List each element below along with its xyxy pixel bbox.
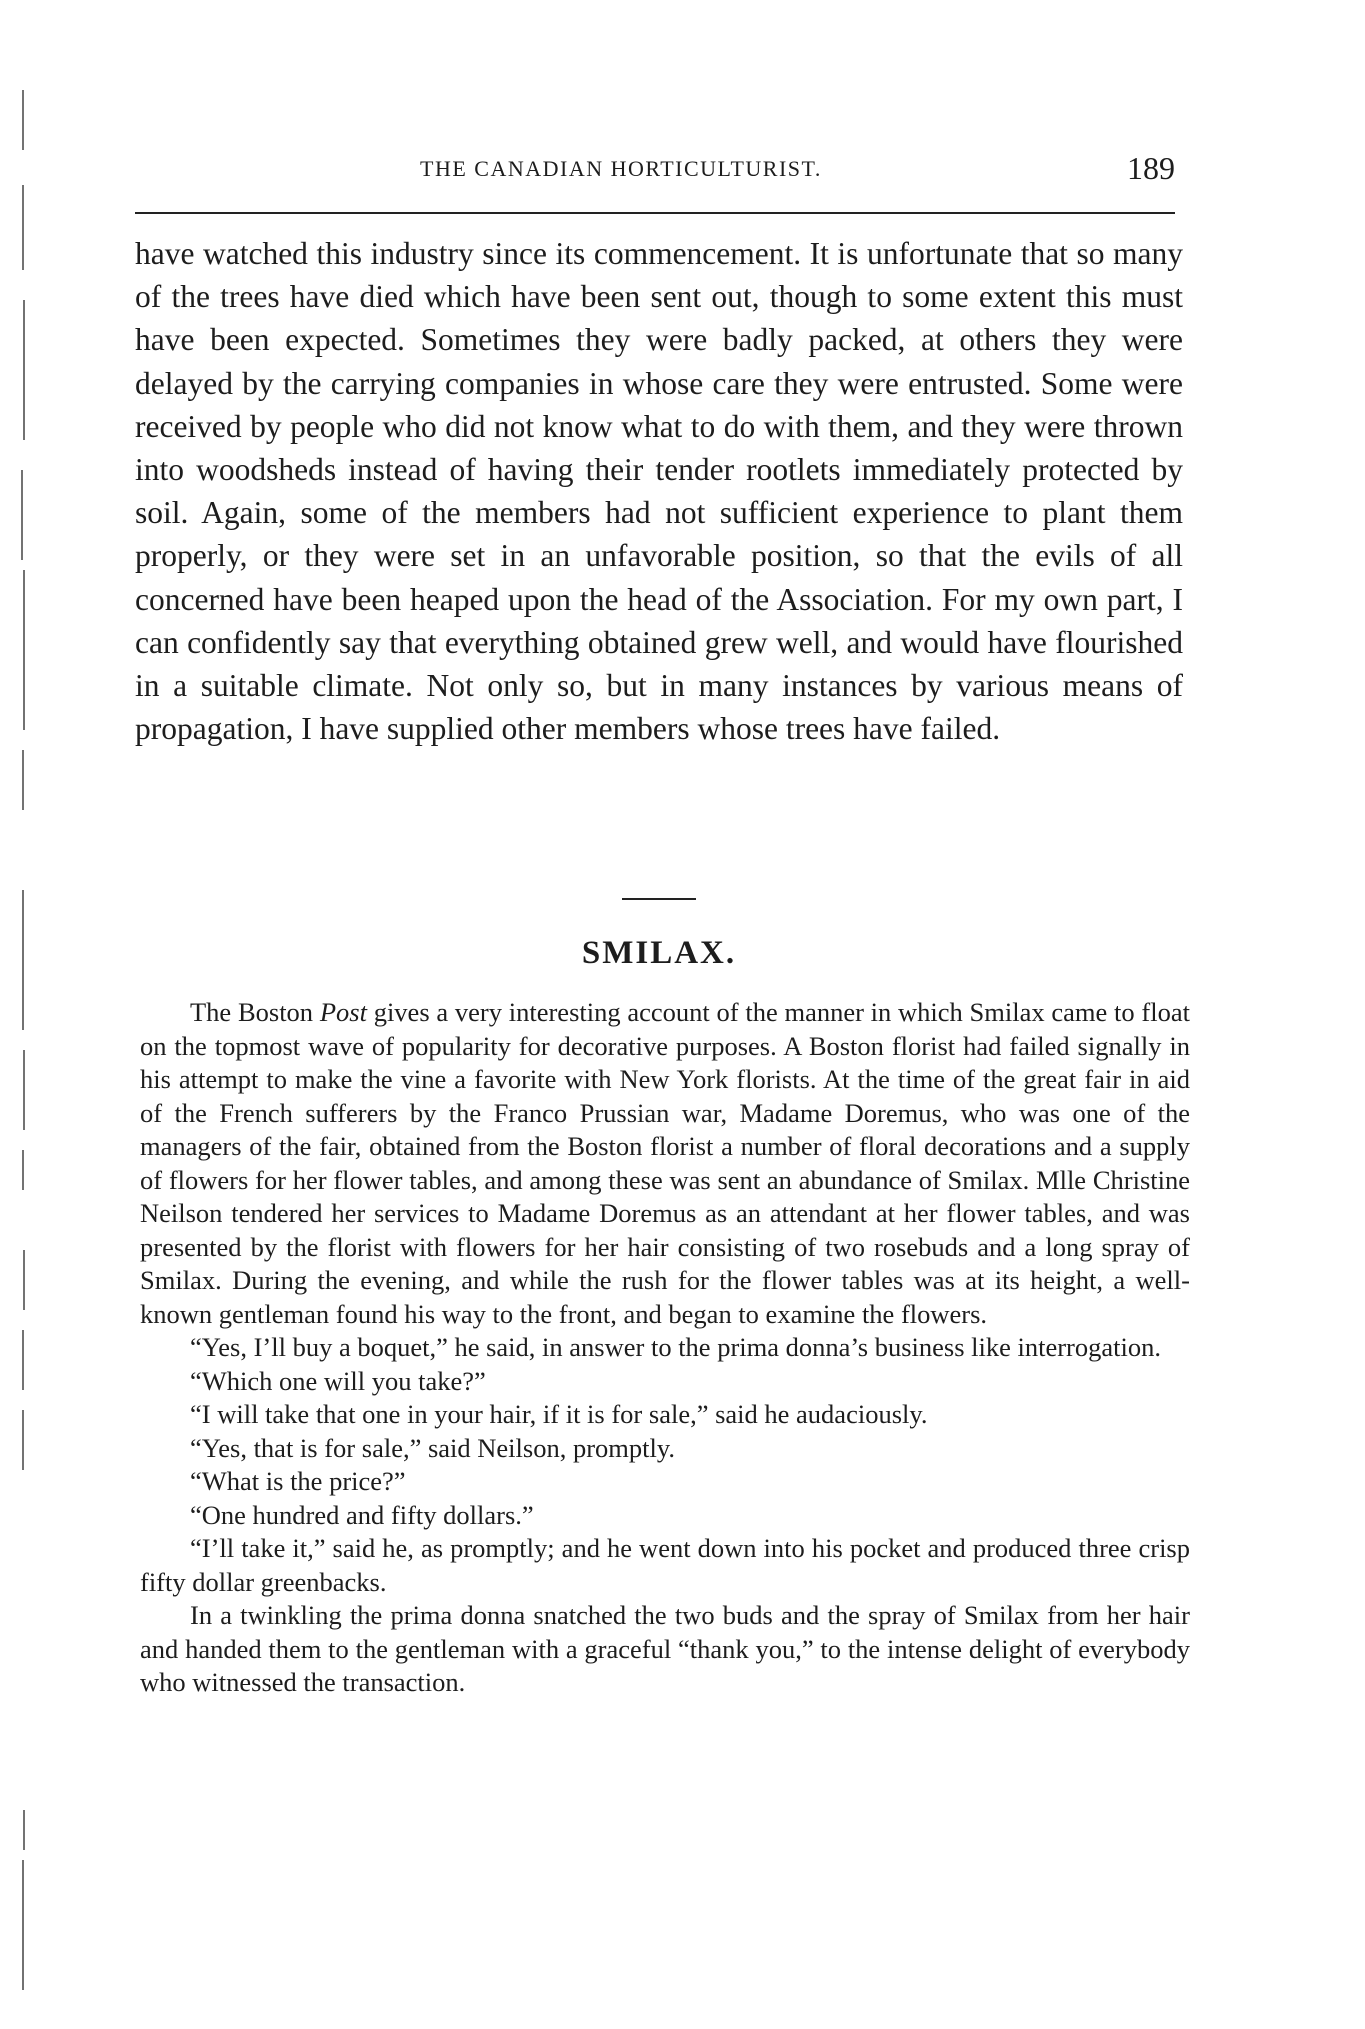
continuation-paragraph: have watched this industry since its commencement. It is unfortunate that so many of the trees have died which have been sent out, though to some extent this must have been expected. Sometimes they were badly packed, at others they were delayed by the carrying companies in whose care they were entrusted. Some were received by people who did not know what to do with them, and they were thrown into woodsheds instead of having their tender rootlets immediately protected by soil. Again, some of the members had not sufficient experience to plant them properly, or they were set in an unfavorable position, so that the evils of all concerned have been heaped upon the head of the Association. For my own part, I can confidently say that everything obtained grew well, and would have flourished in a suitable climate. Not only so, but in many instances by various means of propagation, I have supplied other members whose trees have failed. [135, 236, 1183, 747]
header-rule [135, 212, 1175, 214]
dialogue-line: “One hundred and fifty dollars.” [190, 1499, 534, 1530]
running-title: THE CANADIAN HORTICULTURIST. [420, 156, 822, 181]
page-number: 189 [1127, 150, 1175, 186]
article-body [140, 996, 1190, 1700]
dialogue-line: “I’ll take it,” said he, as promptly; and he went down into his pocket and produced three crisp fifty dollar greenbacks. [140, 1533, 1190, 1597]
dialogue-line: “What is the price?” [190, 1466, 406, 1496]
binding-edge-marks [14, 90, 32, 1990]
dialogue-line: “Which one will you take?” [190, 1365, 486, 1396]
dialogue-line: “Yes, I’ll buy a boquet,” he said, in answer to the prima donna’s business like interrogation. [190, 1332, 1161, 1362]
article-intro-paragraph [140, 996, 1190, 1331]
dialogue-line: “I will take that one in your hair, if it is for sale,” said he audaciously. [190, 1399, 928, 1429]
article-title: SMILAX. [581, 935, 737, 971]
intro-text-rest: gives a very interesting account of the manner in which Smilax came to float on the topmost wave of popularity for decorative purposes. A Boston florist had failed signally in his attempt to make the vine a favorite with New York florists. At the time of the great fair in aid of the French sufferers by the Franco Prussian war, Madame Doremus, who was one of the managers of the fair, obtained from the Boston florist a number of floral decorations and a supply of flowers for her flower tables, and among these was sent an abundance of Smilax. Mlle Christine Neilson tendered her services to Madame Doremus as an attendant at her flower tables, and was presented by the florist with flowers for her hair consisting of two rosebuds and a long spray of Smilax. During the evening, and while the rush for the flower tables was at its height, a well-known gentleman found his way to the front, and began to examine the flowers. [140, 997, 1190, 1329]
running-header [135, 150, 1175, 190]
dialogue-line: “Yes, that is for sale,” said Neilson, promptly. [190, 1432, 676, 1463]
intro-text-start: The Boston [190, 997, 320, 1027]
newspaper-name: Post [319, 997, 367, 1027]
section-divider [622, 898, 696, 900]
article-closing-paragraph: In a twinkling the prima donna snatched the two buds and the spray of Smilax from her hair and handed them to the gentleman with a graceful “thank you,” to the intense delight of everybody who witnessed the transaction. [140, 1600, 1190, 1697]
